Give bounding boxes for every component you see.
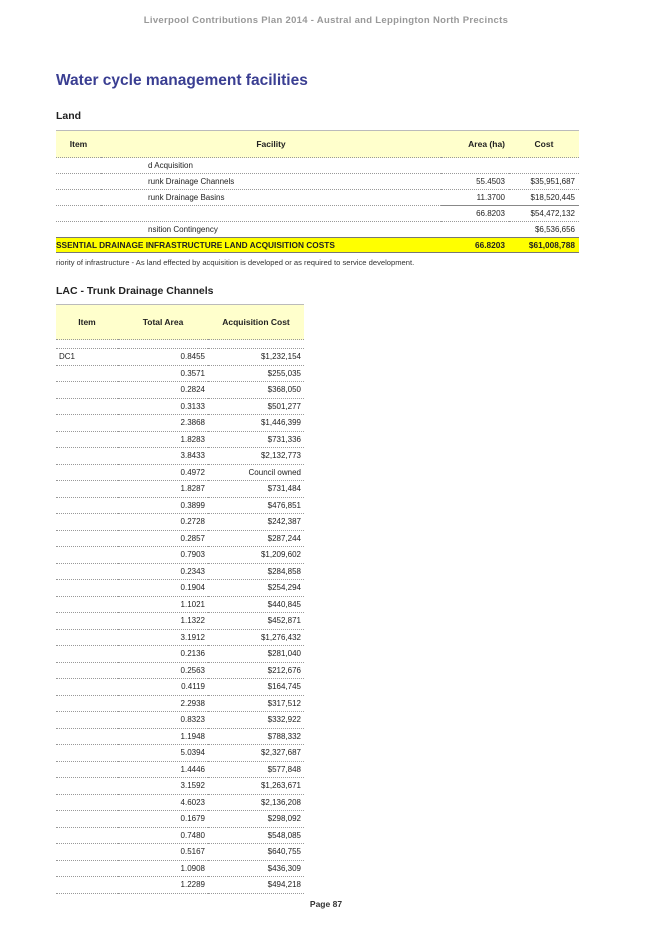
column-header-facility: Facility: [101, 131, 441, 158]
cell-total-area: 1.1322: [118, 613, 208, 630]
cell-item: [56, 481, 118, 498]
cell-item: [56, 431, 118, 448]
cell-cost: $6,536,656: [509, 222, 579, 238]
cell-item: [56, 761, 118, 778]
table-row: [56, 222, 579, 238]
cell-area: 55.4503: [441, 174, 509, 190]
cell-total-area: 0.2824: [118, 382, 208, 399]
total-label: SSENTIAL DRAINAGE INFRASTRUCTURE LAND ACQUISITION COSTS: [56, 238, 441, 253]
cell-item: [56, 222, 101, 238]
cell-acquisition-cost: $476,851: [208, 497, 304, 514]
cell-total-area: 1.8283: [118, 431, 208, 448]
cell-item: [56, 811, 118, 828]
cell-item: [56, 877, 118, 894]
table-row: [56, 206, 579, 222]
cell-cost: $35,951,687: [509, 174, 579, 190]
cell-acquisition-cost: Council owned: [208, 464, 304, 481]
cell-item: [56, 174, 101, 190]
cell-acquisition-cost: $212,676: [208, 662, 304, 679]
cell-total-area: 0.3133: [118, 398, 208, 415]
tdc-table: [56, 304, 304, 894]
land-footnote: riority of infrastructure - As land effected by acquisition is developed or as required to service development.: [56, 258, 415, 267]
column-header-item: Item: [56, 131, 101, 158]
section-title: Water cycle management facilities: [56, 72, 308, 89]
cell-acquisition-cost: $281,040: [208, 646, 304, 663]
cell-item: [56, 827, 118, 844]
cell-acquisition-cost: $788,332: [208, 728, 304, 745]
cell-acquisition-cost: $1,232,154: [208, 349, 304, 366]
cell-total-area: 0.3899: [118, 497, 208, 514]
table-row: [56, 827, 304, 844]
table-row: [56, 646, 304, 663]
table-row: [56, 811, 304, 828]
total-area: 66.8203: [441, 238, 509, 253]
cell-acquisition-cost: $287,244: [208, 530, 304, 547]
table-row: [56, 431, 304, 448]
cell-item: [56, 530, 118, 547]
cell-cost: $18,520,445: [509, 190, 579, 206]
cell-facility: d Acquisition: [101, 158, 441, 174]
cell-total-area: 3.1592: [118, 778, 208, 795]
table-row: [56, 679, 304, 696]
cell-total-area: 1.2289: [118, 877, 208, 894]
table-row: [56, 596, 304, 613]
cell-acquisition-cost: $1,276,432: [208, 629, 304, 646]
tdc-title: LAC - Trunk Drainage Channels: [56, 285, 214, 297]
cell-total-area: 0.3571: [118, 365, 208, 382]
cell-area: [441, 222, 509, 238]
table-row: [56, 365, 304, 382]
table-row: [56, 514, 304, 531]
cell-total-area: 1.0908: [118, 860, 208, 877]
cell-item: DC1: [56, 349, 118, 366]
cell-acquisition-cost: $298,092: [208, 811, 304, 828]
cell-acquisition-cost: $2,327,687: [208, 745, 304, 762]
cell-acquisition-cost: $731,484: [208, 481, 304, 498]
table-row: [56, 728, 304, 745]
cell-facility: [101, 206, 441, 222]
column-header-acquisition-cost: Acquisition Cost: [208, 305, 304, 340]
table-row: [56, 613, 304, 630]
table-row: [56, 794, 304, 811]
cell-total-area: 0.5167: [118, 844, 208, 861]
cell-acquisition-cost: $1,446,399: [208, 415, 304, 432]
cell-item: [56, 563, 118, 580]
cell-item: [56, 728, 118, 745]
tdc-table-body: [56, 340, 304, 894]
cell-total-area: 1.1948: [118, 728, 208, 745]
table-row: [56, 662, 304, 679]
table-row: [56, 860, 304, 877]
cell-item: [56, 448, 118, 465]
cell-acquisition-cost: $501,277: [208, 398, 304, 415]
cell-acquisition-cost: $1,263,671: [208, 778, 304, 795]
cell-total-area: 0.8323: [118, 712, 208, 729]
page-footer: [0, 899, 652, 909]
cell-item: [56, 596, 118, 613]
cell-item: [56, 464, 118, 481]
cell-item: [56, 398, 118, 415]
cell-total-area: 4.6023: [118, 794, 208, 811]
cell-area: 11.3700: [441, 190, 509, 206]
table-row: [56, 158, 579, 174]
land-table: [56, 130, 579, 253]
cell-acquisition-cost: $332,922: [208, 712, 304, 729]
cell-item: [56, 679, 118, 696]
cell-item: [56, 662, 118, 679]
cell-cost: $54,472,132: [509, 206, 579, 222]
cell-acquisition-cost: $284,858: [208, 563, 304, 580]
table-row: [56, 761, 304, 778]
table-row: [56, 190, 579, 206]
column-header-item: Item: [56, 305, 118, 340]
cell-item: [56, 415, 118, 432]
cell-item: [56, 646, 118, 663]
cell-total-area: 1.4446: [118, 761, 208, 778]
table-row: [56, 844, 304, 861]
table-row: [56, 712, 304, 729]
table-row: [56, 415, 304, 432]
cell-item: [56, 629, 118, 646]
table-row: [56, 547, 304, 564]
table-row: [56, 530, 304, 547]
cell-acquisition-cost: $242,387: [208, 514, 304, 531]
table-row: [56, 464, 304, 481]
total-row: [56, 238, 579, 253]
cell-total-area: 0.1679: [118, 811, 208, 828]
table-row: [56, 695, 304, 712]
cell-total-area: 1.8287: [118, 481, 208, 498]
cell-item: [56, 190, 101, 206]
cell-item: [56, 206, 101, 222]
cell-item: [56, 497, 118, 514]
cell-acquisition-cost: $548,085: [208, 827, 304, 844]
cell-total-area: 0.4972: [118, 464, 208, 481]
cell-acquisition-cost: $368,050: [208, 382, 304, 399]
cell-total-area: 0.2136: [118, 646, 208, 663]
cell-total-area: 0.2857: [118, 530, 208, 547]
cell-total-area: 0.2728: [118, 514, 208, 531]
cell-item: [56, 860, 118, 877]
total-cost: $61,008,788: [509, 238, 579, 253]
cell-item: [56, 778, 118, 795]
document-header: Liverpool Contributions Plan 2014 - Austral and Leppington North Precincts: [143, 15, 509, 26]
table-row: [56, 174, 579, 190]
cell-item: [56, 712, 118, 729]
cell-total-area: 1.1021: [118, 596, 208, 613]
cell-item: [56, 695, 118, 712]
cell-acquisition-cost: $494,218: [208, 877, 304, 894]
cell-acquisition-cost: $2,136,208: [208, 794, 304, 811]
spacer-row: [56, 340, 304, 349]
cell-total-area: 0.1904: [118, 580, 208, 597]
cell-acquisition-cost: $1,209,602: [208, 547, 304, 564]
cell-item: [56, 794, 118, 811]
cell-area: [441, 158, 509, 174]
table-row: [56, 563, 304, 580]
land-table-header: [56, 131, 579, 158]
cell-total-area: 2.2938: [118, 695, 208, 712]
cell-cost: [509, 158, 579, 174]
table-row: [56, 481, 304, 498]
cell-acquisition-cost: $317,512: [208, 695, 304, 712]
tdc-table-header: [56, 305, 304, 340]
table-row: [56, 629, 304, 646]
cell-total-area: 0.8455: [118, 349, 208, 366]
cell-total-area: 0.2343: [118, 563, 208, 580]
column-header-area: Area (ha): [441, 131, 509, 158]
land-title: Land: [56, 110, 82, 122]
cell-item: [56, 844, 118, 861]
cell-item: [56, 547, 118, 564]
cell-total-area: 0.7903: [118, 547, 208, 564]
cell-acquisition-cost: $640,755: [208, 844, 304, 861]
cell-acquisition-cost: $164,745: [208, 679, 304, 696]
cell-item: [56, 365, 118, 382]
cell-acquisition-cost: $2,132,773: [208, 448, 304, 465]
table-row: [56, 497, 304, 514]
cell-total-area: 5.0394: [118, 745, 208, 762]
table-row: [56, 398, 304, 415]
cell-item: [56, 514, 118, 531]
cell-item: [56, 613, 118, 630]
cell-total-area: 0.4119: [118, 679, 208, 696]
cell-acquisition-cost: $577,848: [208, 761, 304, 778]
cell-acquisition-cost: $254,294: [208, 580, 304, 597]
cell-item: [56, 158, 101, 174]
cell-acquisition-cost: $731,336: [208, 431, 304, 448]
cell-area: 66.8203: [441, 206, 509, 222]
cell-facility: runk Drainage Channels: [101, 174, 441, 190]
cell-acquisition-cost: $436,309: [208, 860, 304, 877]
cell-acquisition-cost: $440,845: [208, 596, 304, 613]
table-row: [56, 877, 304, 894]
column-header-cost: Cost: [509, 131, 579, 158]
column-header-total-area: Total Area: [118, 305, 208, 340]
page-label: Page: [309, 899, 331, 909]
cell-item: [56, 745, 118, 762]
table-row: [56, 349, 304, 366]
cell-item: [56, 580, 118, 597]
cell-acquisition-cost: $452,871: [208, 613, 304, 630]
cell-facility: runk Drainage Basins: [101, 190, 441, 206]
table-row: [56, 745, 304, 762]
table-row: [56, 448, 304, 465]
table-row: [56, 382, 304, 399]
page-number: 87: [332, 899, 343, 909]
cell-facility: nsition Contingency: [101, 222, 441, 238]
cell-acquisition-cost: $255,035: [208, 365, 304, 382]
cell-total-area: 3.1912: [118, 629, 208, 646]
cell-total-area: 3.8433: [118, 448, 208, 465]
table-row: [56, 778, 304, 795]
cell-total-area: 0.7480: [118, 827, 208, 844]
cell-total-area: 0.2563: [118, 662, 208, 679]
cell-item: [56, 382, 118, 399]
table-row: [56, 580, 304, 597]
cell-total-area: 2.3868: [118, 415, 208, 432]
